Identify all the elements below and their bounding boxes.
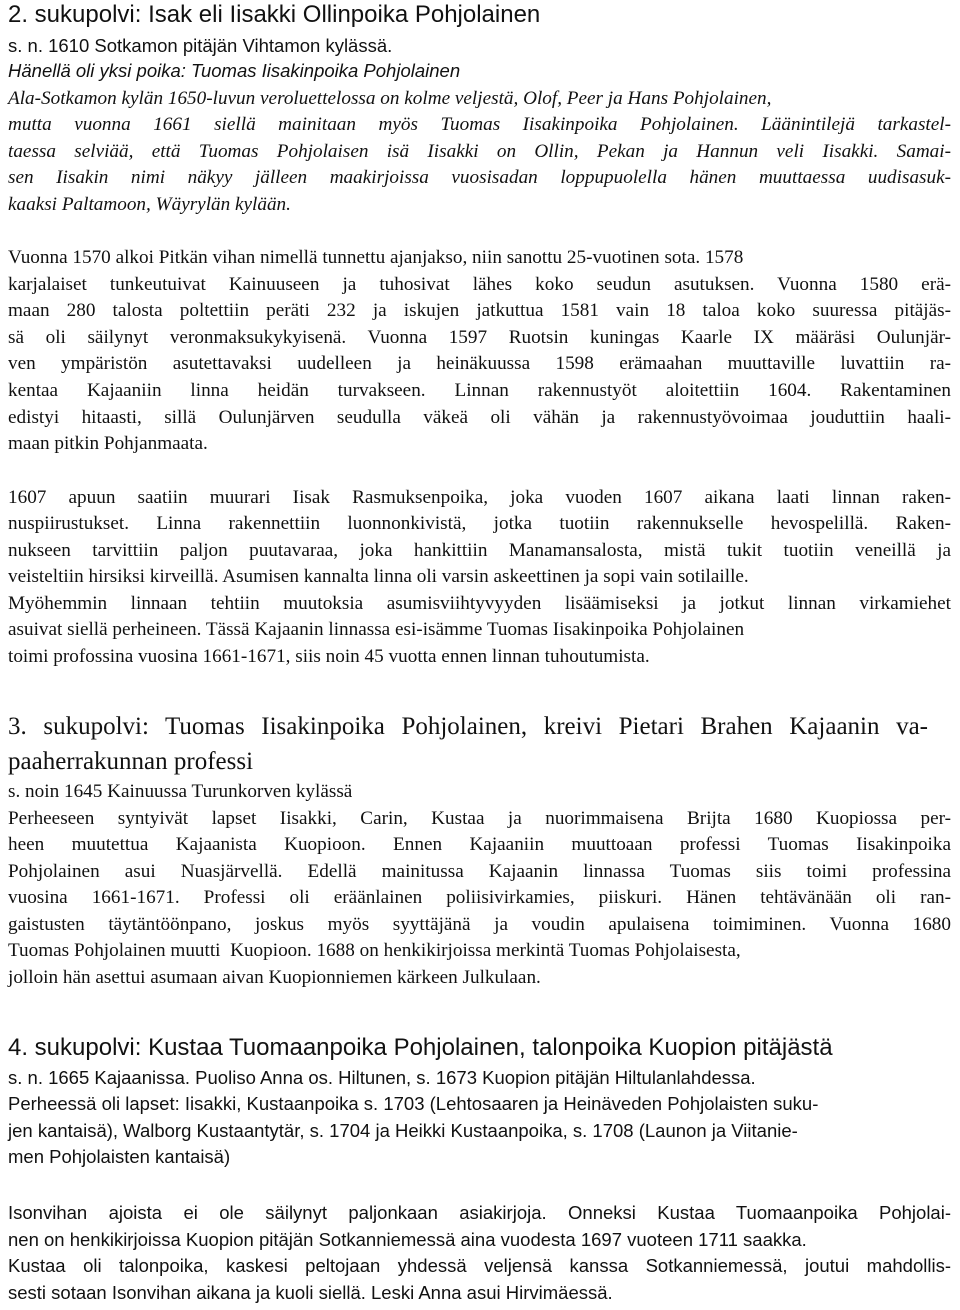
section4-birth-line: s. n. 1665 Kajaanissa. Puoliso Anna os. Hiltunen, s. 1673 Kuopion pitäjän Hiltulanlahdessa. — [8, 1067, 756, 1088]
section4-birth-line: men Pohjolaisten kantaisä) — [8, 1146, 231, 1167]
section4-body-line: sesti sotaan Isonvihan aikana ja kuoli siellä. Leski Anna asui Hirvimäessä. — [8, 1282, 613, 1303]
section2-heading: 2. sukupolvi: Isak eli Iisakki Ollinpoika Pohjolainen — [8, 1, 541, 28]
section2-intro-line: Ala-Sotkamon kylän 1650-luvun veroluettelossa on kolme veljestä, Olof, Peer ja Hans Pohjolainen, — [8, 88, 772, 109]
section3-heading: 3. sukupolvi: Tuomas Iisakinpoika Pohjolainen, kreivi Pietari Brahen Kajaanin va- — [8, 713, 928, 740]
section2-war-line: sä oli säilynyt veronmaksukykyisenä. Vuonna 1597 Ruotsin kuningas Kaarle IX määräsi Oulunjär- — [8, 327, 951, 348]
section2-war-line: maan 280 talosta poltettiin peräti 232 ja iskujen jatkuttua 1581 vain 18 taloa koko suuressa pitäjäs- — [8, 300, 951, 321]
section3-body-line: Pohjolainen asui Nuasjärvellä. Edellä mainitussa Kajaanin linnassa Tuomas siis toimi professina — [8, 861, 951, 882]
section4-body-line: nen on henkikirjoissa Kuopion pitäjän Sotkanniemessä aina vuodesta 1697 vuoteen 1711 saakka. — [8, 1229, 807, 1250]
section2-war-line: edistyi hitaasti, sillä Oulunjärven seudulla väkeä oli vähän ja rakennustyövoimaa jouduttiin haali- — [8, 407, 951, 428]
section2-castle-line: 1607 apuun saatiin muurari Iisak Rasmuksenpoika, joka vuoden 1607 aikana laati linnan raken- — [8, 487, 951, 508]
section3-heading: paaherrakunnan professi — [8, 748, 254, 775]
section2-intro-line: kaaksi Paltamoon, Wäyrylän kylään. — [8, 194, 291, 215]
section3-body-line: jolloin hän asettui asumaan aivan Kuopionniemen kärkeen Julkulaan. — [8, 967, 541, 988]
section4-body-line: Isonvihan ajoista ei ole säilynyt paljonkaan asiakirjoja. Onneksi Kustaa Tuomaanpoika Pohjolai- — [8, 1202, 951, 1223]
section2-castle-line: nukseen tarvittiin paljon puutavaraa, joka hankittiin Manamansalosta, mistä tukit tuotiin veneillä ja — [8, 540, 951, 561]
section2-castle-line: asuivat siellä perheineen. Tässä Kajaanin linnassa esi-isämme Tuomas Iisakinpoika Pohjolainen — [8, 619, 745, 640]
section2-war-line: karjalaiset tunkeutuivat Kainuuseen ja tuhosivat lähes koko seudun asutuksen. Vuonna 1580 erä- — [8, 274, 951, 295]
section2-intro-line: taessa selviää, että Tuomas Pohjolaisen isä Iisakki on Ollin, Pekan ja Hannun veli Iisakki. Samai- — [8, 141, 951, 162]
section2-castle-line: veisteltiin hirsiksi kirveillä. Asumisen kannalta linna oli varsin askeettinen ja sopi vain sotilaille. — [8, 566, 749, 587]
section2-intro-line: mutta vuonna 1661 siellä mainitaan myös Tuomas Iisakinpoika Pohjolainen. Läänintilejä tarkastel- — [8, 114, 951, 135]
section2-castle-line: Myöhemmin linnaan tehtiin muutoksia asumisviihtyvyyden lisäämiseksi ja jotkut linnan virkamiehet — [8, 593, 951, 614]
section2-intro-line: Hänellä oli yksi poika: Tuomas Iisakinpoika Pohjolainen — [8, 60, 461, 81]
section3-body-line: gaistusten täytäntöönpano, joskus myös syyttäjänä ja voudin apulaisena toimiminen. Vuonna 1680 — [8, 914, 951, 935]
section3-birth: s. noin 1645 Kainuussa Turunkorven kylässä — [8, 781, 353, 802]
section2-castle-line: toimi profossina vuosina 1661-1671, siis noin 45 vuotta ennen linnan tuhoutumista. — [8, 646, 650, 667]
section2-war-line: ven ympäristön asutettavaksi uudelleen ja heinäkuussa 1598 erämaahan muuttaville luvattiin ra- — [8, 353, 951, 374]
section3-body-line: Perheeseen syntyivät lapset Iisakki, Carin, Kustaa ja nuorimmaisena Brijta 1680 Kuopiossa per- — [8, 808, 951, 829]
section4-heading: 4. sukupolvi: Kustaa Tuomaanpoika Pohjolainen, talonpoika Kuopion pitäjästä — [8, 1034, 833, 1061]
section4-birth-line: Perheessä oli lapset: Iisakki, Kustaanpoika s. 1703 (Lehtosaaren ja Heinäveden Pohjolaisten suku- — [8, 1093, 819, 1114]
section2-war-line: Vuonna 1570 alkoi Pitkän vihan nimellä tunnettu ajanjakso, niin sanottu 25-vuotinen sota. 1578 — [8, 247, 744, 268]
section4-body-line: Kustaa oli talonpoika, kaskesi peltojaan yhdessä veljensä kanssa Sotkanniemessä, joutui mahdollis- — [8, 1255, 951, 1276]
section2-war-line: kentaa Kajaaniin linna heidän turvakseen. Linnan rakennustyöt aloitettiin 1604. Rakentaminen — [8, 380, 951, 401]
section3-body-line: Tuomas Pohjolainen muutti Kuopioon. 1688 on henkikirjoissa merkintä Tuomas Pohjolaisesta, — [8, 940, 741, 961]
section3-body-line: heen muutettua Kajaanista Kuopioon. Ennen Kajaaniin muuttoaan professi Tuomas Iisakinpoika — [8, 834, 951, 855]
section2-birth: s. n. 1610 Sotkamon pitäjän Vihtamon kylässä. — [8, 35, 393, 56]
section2-castle-line: nuspiirustukset. Linna rakennettiin luonnonkivistä, jotka tuotiin rakennukselle hevospelillä. Raken- — [8, 513, 951, 534]
section3-body-line: vuosina 1661-1671. Professi oli eräänlainen poliisivirkamies, piiskuri. Hänen tehtävänään oli ran- — [8, 887, 951, 908]
section2-intro-line: sen Iisakin nimi näkyy jälleen maakirjoissa vuosisadan loppupuolella hänen muuttaessa uudisasuk- — [8, 167, 951, 188]
section4-birth-line: jen kantaisä), Walborg Kustaantytär, s. 1704 ja Heikki Kustaanpoika, s. 1708 (Launon ja Viitanie- — [8, 1120, 798, 1141]
section2-war-line: maan pitkin Pohjanmaata. — [8, 433, 208, 454]
